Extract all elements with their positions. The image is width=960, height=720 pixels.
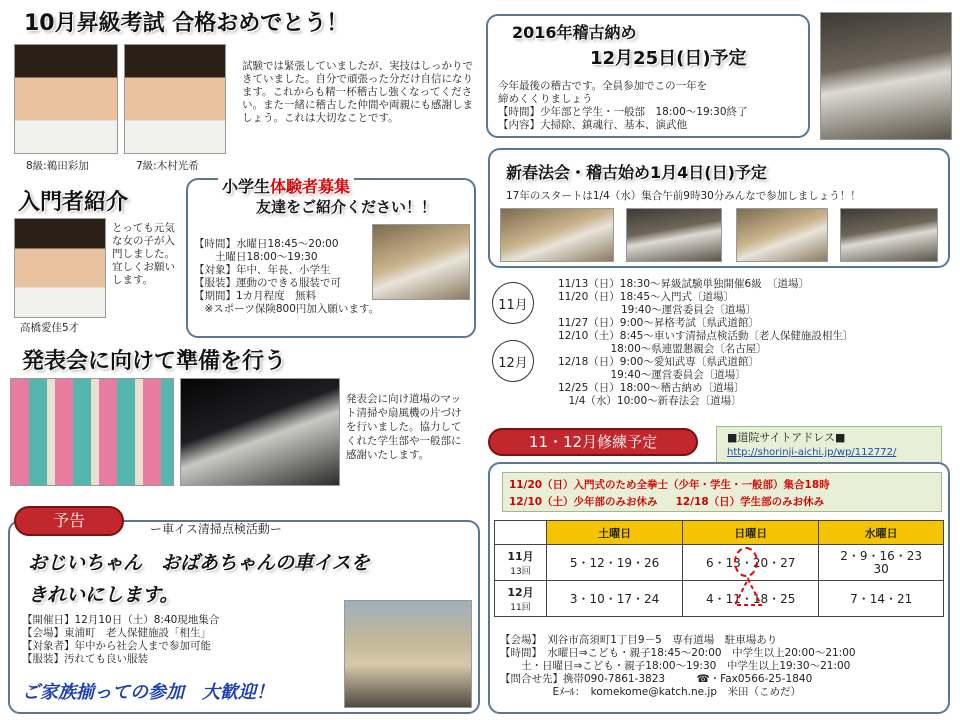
wheelchair-photo [344, 600, 472, 708]
promotion-title: 10月昇級考試 合格おめでとう！ [24, 11, 349, 36]
recruit-line: 【対象】年中、年長、小学生 [194, 264, 331, 276]
circle-mark-icon [734, 547, 758, 577]
closing-practice-line: 締めくくりましょう [498, 93, 593, 105]
notice-headline-1: おじいちゃん おばあちゃんの車イスを [28, 552, 370, 574]
notice-lines [22, 614, 219, 666]
dec-sunday-dates [683, 581, 819, 617]
schedule-line: 11/27（日）9:00～昇格考試〔県武道館〕 [558, 317, 759, 329]
nov-saturday-dates: 5・12・19・26 [547, 545, 683, 581]
schedule-line: 12/10（土）8:45～車いす清掃点検活動〔老人保健施設相生〕 [558, 330, 854, 342]
recruit-line: 土曜日18:00～19:30 [194, 251, 318, 263]
recruit-line: 【服装】運動のできる服装で可 [194, 277, 341, 289]
new-year-photo-3 [736, 208, 828, 262]
training-notice-2b: 12/18（日）学生部のみお休み [675, 496, 825, 508]
mats-photo [10, 378, 174, 486]
closing-practice-line: 今年最後の稽古です。全員参加でこの一年を [498, 80, 708, 92]
new-year-title: 新春法会・稽古始め1月4日(日)予定 [506, 163, 767, 182]
intro-caption: 高橋愛佳5才 [20, 322, 80, 334]
info-line: 土・日曜日⇒こども・親子18:00～19:30 中学生以上19:30～21:00 [500, 660, 851, 672]
recital-text: 発表会に向け道場のマット清掃や扇風機の片づけを行いました。協力してくれた学生部や一般部に感謝いたします。 [346, 393, 462, 461]
notice-line: 【開催日】12月10日（土）8:40現地集合 [22, 614, 220, 626]
info-line: Eﾒｰﾙ： komekome@katch.ne.jp 米田（こめだ） [500, 686, 802, 698]
dec-sunday-text: 4・11・18・25 [706, 592, 796, 606]
intro-text: とっても元気な女の子が入門しました。 宜しくお願いします。 [112, 222, 175, 286]
new-year-photo-2 [626, 208, 722, 262]
recruit-line: ※スポーツ保険800円加入願います。 [194, 303, 380, 315]
student-photo-2 [124, 44, 226, 154]
closing-practice-line: 【時間】少年部と学生・一般部 18:00～19:30終了 [498, 106, 748, 118]
row-month-dec [495, 581, 547, 617]
student-photo-1 [14, 44, 118, 154]
notice-badge: 予告 [14, 506, 124, 536]
nov-sunday-dates [683, 545, 819, 581]
calendar-corner [495, 521, 547, 545]
cleaning-photo [180, 378, 340, 486]
site-url-link[interactable]: http://shorinji-aichi.jp/wp/112772/ [727, 447, 897, 458]
training-notice [502, 472, 942, 512]
triangle-mark-icon [733, 577, 763, 607]
recruit-line: 【期間】1カ月程度 無料 [194, 290, 317, 302]
site-label: ■道院サイトアドレス■ [727, 431, 846, 444]
month-dec-circle: 12月 [492, 340, 534, 382]
new-member-photo [14, 218, 106, 318]
notice-closing: ご家族揃っての参加 大歓迎！ [22, 682, 274, 703]
notice-line: 【会場】東浦町 老人保健施設「相生」 [22, 627, 211, 639]
schedule-line: 12/25（日）18:00～稽古納め〔道場〕 [558, 382, 745, 394]
info-line: 【時間】 水曜日⇒こども・親子18:45～20:00 中学生以上20:00～21:00 [500, 647, 856, 659]
new-year-text: 17年のスタートは1/4（水）集合午前9時30分みんなで参加しましょう！！ [506, 190, 861, 202]
row-month-nov [495, 545, 547, 581]
schedule-line: 19:40～運営委員会〔道場〕 [558, 304, 757, 316]
notice-event: ー車イス清掃点検活動ー [150, 522, 282, 536]
session-count: 11回 [510, 603, 531, 613]
month-label: 12月 [507, 586, 534, 599]
recruit-title [218, 174, 354, 197]
info-line: 【会場】 刈谷市高須町1丁目9－5 専有道場 駐車場あり [500, 634, 778, 646]
recruit-line: 【時間】水曜日18:45～20:00 [194, 238, 339, 250]
recruit-lines [194, 238, 394, 316]
new-year-photo-1 [500, 208, 614, 262]
recruit-photo [372, 224, 470, 300]
training-tab: 11・12月修練予定 [488, 428, 698, 456]
header-sunday: 日曜日 [683, 521, 819, 545]
schedule-line: 12/18（日）9:00～愛知武専〔県武道館〕 [558, 356, 759, 368]
schedule-line: 11/20（日）18:45～入門式〔道場〕 [558, 291, 735, 303]
recruit-title-b: 体験者募集 [270, 177, 351, 196]
schedule-line: 1/4（水）10:00～新春法会〔道場〕 [558, 395, 742, 407]
nov-sunday-text: 6・13・20・27 [706, 556, 796, 570]
header-wednesday: 水曜日 [819, 521, 944, 545]
caption-student-1: 8級:鵜田彩加 [26, 160, 89, 172]
nov-wednesday-dates: 2・9・16・23 30 [819, 545, 944, 581]
info-line: 【問合せ先】携帯090-7861-3823 ☎・Fax0566-25-1840 [500, 673, 813, 685]
session-count: 13回 [510, 567, 531, 577]
training-notice-2a: 12/10（土）少年部のみお休み [509, 496, 658, 508]
new-year-photo-4 [840, 208, 938, 262]
dec-saturday-dates: 3・10・17・24 [547, 581, 683, 617]
training-info [500, 634, 944, 699]
caption-student-2: 7級:木村光希 [136, 160, 199, 172]
notice-line: 【服装】汚れても良い服装 [22, 653, 148, 665]
site-address-box [716, 426, 942, 466]
training-notice-1: 11/20（日）入門式のため全拳士（少年・学生・一般部）集合18時 [509, 479, 830, 491]
header-saturday: 土曜日 [547, 521, 683, 545]
recruit-title-a: 小学生 [222, 177, 271, 196]
closing-practice-line: 【内容】大掃除、鎮魂行、基本、演武他 [498, 119, 687, 131]
schedule-line: 19:40～運営委員会〔道場〕 [558, 369, 746, 381]
closing-practice-lines [498, 80, 748, 132]
schedule-line: 18:00～県連盟懇親会〔名古屋〕 [558, 343, 767, 355]
month-label: 11月 [507, 550, 534, 563]
schedule-line: 11/13（日）18:30～昇級試験単独開催6級 〔道場〕 [558, 278, 809, 290]
cleaning-dojo-photo [820, 12, 952, 140]
intro-title: 入門者紹介 [18, 190, 129, 215]
recruit-subtitle: 友達をご紹介ください！！ [256, 198, 437, 216]
promotion-body: 試験では緊張していましたが、実技はしっかりできていました。自分で頑張った分だけ自信になります。これからも精一杯稽古し強くなってください。また一緒に稽古した仲間や両親にも感謝しましょう。これは大切なことです。 [242, 60, 473, 124]
notice-line: 【対象者】年中から社会人まで参加可能 [22, 640, 211, 652]
schedule-list [558, 278, 853, 408]
month-nov-circle: 11月 [492, 282, 534, 324]
recital-title: 発表会に向けて準備を行う [22, 349, 287, 374]
closing-practice-title-2: 12月25日(日)予定 [590, 48, 747, 69]
closing-practice-title-1: 2016年稽古納め [512, 23, 637, 42]
dec-wednesday-dates: 7・14・21 [819, 581, 944, 617]
training-calendar [494, 520, 944, 617]
notice-headline-2: きれいにします。 [28, 584, 179, 606]
